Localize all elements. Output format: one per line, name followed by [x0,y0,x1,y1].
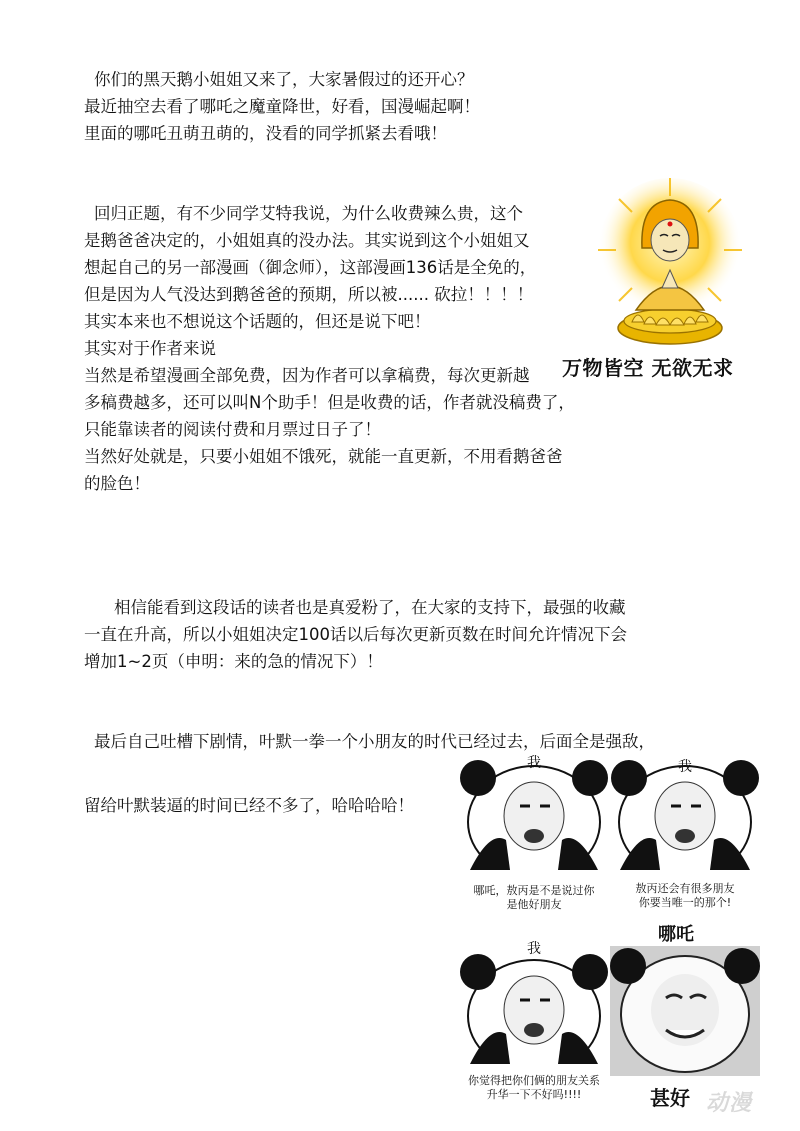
text-line: 其实本来也不想说这个话题的，但还是说下吧！ [84,312,431,331]
meditating-buddha-icon [598,178,780,353]
text-line: 相信能看到这段话的读者也是真爱粉了，在大家的支持下，最强的收藏 [114,598,626,617]
text-line: 是鹅爸爸决定的，小姐姐真的没办法。其实说到这个小姐姐又 [84,231,530,250]
update-paragraph [84,594,627,675]
text-line: 最近抽空去看了哪吒之魔童降世，好看，国漫崛起啊！ [84,97,480,116]
meme-label: 我 [527,941,541,957]
text-line: 回归正题，有不少同学艾特我说，为什么收费辣么贵，这个 [94,204,523,223]
intro-paragraph [84,66,480,147]
caption-line: 哪吒，敖丙是不是说过你 [473,884,595,897]
caption-line: 你要当唯一的那个! [638,896,732,909]
text-line: 的脸色！ [84,474,150,493]
meme-label: 哪吒 [658,924,694,945]
panda-meme-3 [460,938,608,1110]
panda-meme-4 [610,918,760,1118]
text-line: 增加1~2页（申明：来的急的情况下）！ [84,652,383,671]
closing-paragraph [84,792,414,819]
text-line: 留给叶默装逼的时间已经不多了，哈哈哈哈！ [84,796,414,815]
text-line: 想起自己的另一部漫画（御念师），这部漫画136话是全免的， [84,258,537,277]
text-line: 其实对于作者来说 [84,339,216,358]
text-line: 最后自己吐槽下剧情，叶默一拳一个小朋友的时代已经过去，后面全是强敌， [94,732,655,751]
text-line: 当然好处就是，只要小姐姐不饿死，就能一直更新，不用看鹅爸爸 [84,447,563,466]
buddha-caption: 万物皆空 无欲无求 [562,356,734,380]
text-line: 但是因为人气没达到鹅爸爸的预期，所以被...... 砍拉！！！！ [84,285,534,304]
caption-line: 你觉得把你们俩的朋友关系 [468,1074,600,1087]
meme-caption [460,884,608,912]
panda-meme-2 [610,752,760,920]
panda-meme-1 [460,752,608,920]
caption-line: 升华一下不好吗!!!! [486,1088,582,1101]
text-line: 一直在升高，所以小姐姐决定100话以后每次更新页数在时间允许情况下会 [84,625,627,644]
caption-line: 是他好朋友 [506,898,562,911]
caption-line: 敖丙还会有很多朋友 [635,882,735,895]
paywall-paragraph [84,200,575,497]
meme-caption [460,1074,608,1102]
text-line: 只能靠读者的阅读付费和月票过日子了！ [84,420,381,439]
plot-paragraph [84,728,655,755]
text-line: 多稿费越多，还可以叫N个助手！但是收费的话，作者就没稿费了， [84,393,575,412]
meme-label: 我 [678,759,692,775]
text-line: 当然是希望漫画全部免费，因为作者可以拿稿费，每次更新越 [84,366,530,385]
meme-label: 我 [527,755,541,771]
buddha-sticker [598,178,780,353]
meme-caption [610,882,760,910]
panda-face-icon [610,946,760,1076]
watermark: 动漫 [706,1091,753,1116]
text-line: 你们的黑天鹅小姐姐又来了，大家暑假过的还开心？ [94,70,474,89]
meme-bottom-text: 甚好 [650,1086,690,1110]
text-line: 里面的哪吒丑萌丑萌的，没看的同学抓紧去看哦！ [84,124,447,143]
